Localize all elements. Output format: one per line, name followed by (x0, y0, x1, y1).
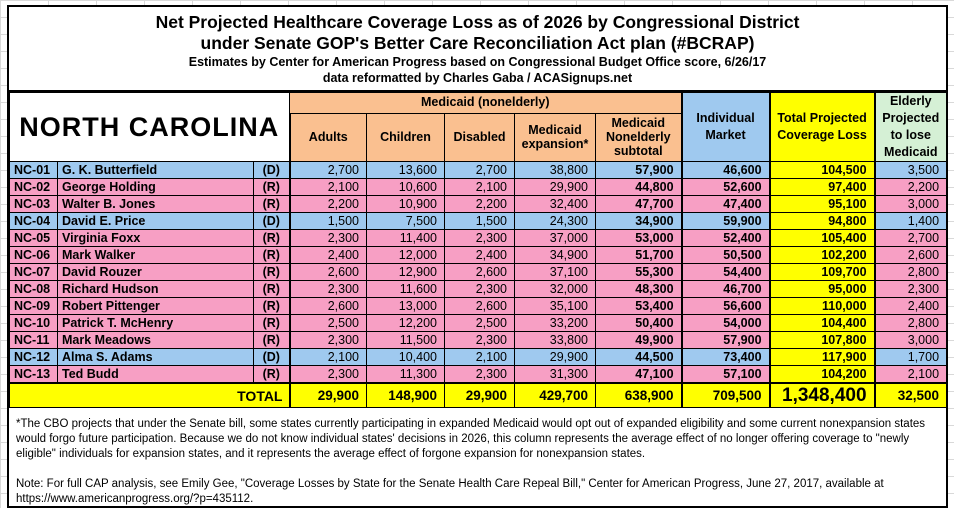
disabled-cell[interactable]: 2,600 (445, 264, 515, 281)
elderly-cell[interactable]: 2,800 (875, 315, 947, 332)
adults-cell[interactable]: 2,400 (290, 247, 367, 264)
cbo-footnote: *The CBO projects that under the Senate bill, some states currently participating in expanded Medicaid would opt out of expanded eligibility and some current nonexpansion states would forgo future participation. Because we do not know individual states' decisions in 2026, this column represents the average effect of no longer offering coverage to "newly eligible" individuals for expansion states, and it represents the average effect of forgone expansion for nonexpansion states. (16, 418, 926, 460)
cap-analysis-note: Note: For full CAP analysis, see Emily Gee, "Coverage Losses by State for the Senate Health Care Repeal Bill," Center for American Progress, June 27, 2017, available at https://www.americanprogress.org/?p=435112. (16, 478, 884, 505)
individual-market-cell[interactable]: 54,400 (682, 264, 770, 281)
representative-name-cell[interactable]: Robert Pittenger (58, 298, 254, 315)
disabled-cell[interactable]: 2,500 (445, 315, 515, 332)
medicaid-subtotal-cell[interactable]: 47,100 (596, 366, 682, 384)
medicaid-expansion-cell[interactable]: 37,100 (515, 264, 596, 281)
district-row (10, 213, 947, 230)
district-cell[interactable]: NC-11 (10, 332, 58, 349)
children-cell[interactable]: 13,600 (367, 162, 445, 179)
total-label-cell[interactable]: TOTAL (10, 383, 290, 408)
coverage-loss-table (9, 92, 947, 408)
representative-name-cell[interactable]: David E. Price (58, 213, 254, 230)
representative-name-cell[interactable]: Mark Walker (58, 247, 254, 264)
total-loss-cell[interactable]: 109,700 (770, 264, 875, 281)
district-row (10, 349, 947, 366)
children-cell[interactable]: 10,900 (367, 196, 445, 213)
children-cell[interactable]: 13,000 (367, 298, 445, 315)
total-loss-header-cell[interactable]: Total Projected Coverage Loss (770, 93, 875, 162)
district-cell[interactable]: NC-05 (10, 230, 58, 247)
medicaid-subtotal-cell[interactable]: 51,700 (596, 247, 682, 264)
party-cell[interactable]: (R) (254, 315, 290, 332)
representative-name-cell[interactable]: Mark Meadows (58, 332, 254, 349)
individual-market-cell[interactable]: 46,600 (682, 162, 770, 179)
medicaid-subtotal-cell[interactable]: 47,700 (596, 196, 682, 213)
elderly-cell[interactable]: 3,000 (875, 196, 947, 213)
elderly-cell[interactable]: 1,400 (875, 213, 947, 230)
elderly-header-cell[interactable]: Elderly Projected to lose Medicaid (875, 93, 947, 162)
total-loss-cell[interactable]: 104,200 (770, 366, 875, 384)
children-cell[interactable]: 12,200 (367, 315, 445, 332)
medicaid-expansion-cell[interactable]: 33,200 (515, 315, 596, 332)
district-cell[interactable]: NC-08 (10, 281, 58, 298)
adults-cell[interactable]: 2,700 (290, 162, 367, 179)
footnotes-block (9, 408, 946, 507)
children-cell[interactable]: 10,600 (367, 179, 445, 196)
disabled-cell[interactable]: 2,300 (445, 281, 515, 298)
district-row (10, 298, 947, 315)
disabled-cell[interactable]: 2,600 (445, 298, 515, 315)
district-row (10, 179, 947, 196)
individual-market-cell[interactable]: 59,900 (682, 213, 770, 230)
adults-cell[interactable]: 2,200 (290, 196, 367, 213)
elderly-cell[interactable]: 3,000 (875, 332, 947, 349)
disabled-header-cell[interactable]: Disabled (445, 113, 515, 161)
adults-cell[interactable]: 2,500 (290, 315, 367, 332)
party-cell[interactable]: (R) (254, 196, 290, 213)
party-cell[interactable]: (R) (254, 366, 290, 384)
medicaid-expansion-cell[interactable]: 33,800 (515, 332, 596, 349)
adults-cell[interactable]: 2,300 (290, 230, 367, 247)
medicaid-expansion-cell[interactable]: 34,900 (515, 247, 596, 264)
elderly-cell[interactable]: 2,300 (875, 281, 947, 298)
page-title-line1: Net Projected Healthcare Coverage Loss as of 2026 by Congressional District (155, 12, 800, 32)
party-cell[interactable]: (D) (254, 349, 290, 366)
elderly-cell[interactable]: 2,100 (875, 366, 947, 384)
elderly-cell[interactable]: 2,700 (875, 230, 947, 247)
individual-market-cell[interactable]: 52,400 (682, 230, 770, 247)
page-title-line2: under Senate GOP's Better Care Reconciliation Act plan (#BCRAP) (200, 33, 755, 53)
district-cell[interactable]: NC-07 (10, 264, 58, 281)
total-expansion-cell[interactable]: 429,700 (515, 383, 596, 408)
medicaid-subtotal-cell[interactable]: 57,900 (596, 162, 682, 179)
adults-cell[interactable]: 1,500 (290, 213, 367, 230)
medicaid-subtotal-cell[interactable]: 49,900 (596, 332, 682, 349)
medicaid-expansion-cell[interactable]: 35,100 (515, 298, 596, 315)
title-block (9, 7, 946, 92)
medicaid-subtotal-cell[interactable]: 53,000 (596, 230, 682, 247)
subtitle-credit: data reformatted by Charles Gaba / ACASignups.net (322, 71, 633, 85)
district-row (10, 162, 947, 179)
district-rows (10, 162, 947, 384)
adults-header-cell[interactable]: Adults (290, 113, 367, 161)
district-cell[interactable]: NC-02 (10, 179, 58, 196)
children-cell[interactable]: 11,600 (367, 281, 445, 298)
individual-market-cell[interactable]: 50,500 (682, 247, 770, 264)
district-cell[interactable]: NC-10 (10, 315, 58, 332)
children-cell[interactable]: 11,500 (367, 332, 445, 349)
children-cell[interactable]: 12,000 (367, 247, 445, 264)
adults-cell[interactable]: 2,100 (290, 179, 367, 196)
party-cell[interactable]: (D) (254, 162, 290, 179)
subtitle-source: Estimates by Center for American Progress based on Congressional Budget Office score, 6/26/17 (188, 55, 767, 69)
representative-name-cell[interactable]: Alma S. Adams (58, 349, 254, 366)
representative-name-cell[interactable]: David Rouzer (58, 264, 254, 281)
medicaid-expansion-cell[interactable]: 37,000 (515, 230, 596, 247)
adults-cell[interactable]: 2,300 (290, 366, 367, 384)
district-cell[interactable]: NC-13 (10, 366, 58, 384)
medicaid-subtotal-cell[interactable]: 48,300 (596, 281, 682, 298)
medicaid-expansion-header-cell[interactable]: Medicaid expansion* (515, 113, 596, 161)
district-cell[interactable]: NC-12 (10, 349, 58, 366)
representative-name-cell[interactable]: George Holding (58, 179, 254, 196)
total-loss-cell[interactable]: 94,800 (770, 213, 875, 230)
representative-name-cell[interactable]: Walter B. Jones (58, 196, 254, 213)
adults-cell[interactable]: 2,100 (290, 349, 367, 366)
individual-market-cell[interactable]: 47,400 (682, 196, 770, 213)
medicaid-subtotal-cell[interactable]: 55,300 (596, 264, 682, 281)
total-disabled-cell[interactable]: 29,900 (445, 383, 515, 408)
total-row (10, 383, 947, 408)
medicaid-expansion-cell[interactable]: 32,000 (515, 281, 596, 298)
elderly-cell[interactable]: 2,200 (875, 179, 947, 196)
district-cell[interactable]: NC-03 (10, 196, 58, 213)
individual-market-cell[interactable]: 46,700 (682, 281, 770, 298)
disabled-cell[interactable]: 1,500 (445, 213, 515, 230)
elderly-cell[interactable]: 2,400 (875, 298, 947, 315)
disabled-cell[interactable]: 2,200 (445, 196, 515, 213)
disabled-cell[interactable]: 2,400 (445, 247, 515, 264)
adults-cell[interactable]: 2,600 (290, 264, 367, 281)
district-row (10, 332, 947, 349)
district-row (10, 230, 947, 247)
spreadsheet-area (7, 5, 948, 508)
medicaid-subtotal-cell[interactable]: 44,500 (596, 349, 682, 366)
individual-market-cell[interactable]: 57,100 (682, 366, 770, 384)
party-cell[interactable]: (R) (254, 264, 290, 281)
individual-market-cell[interactable]: 57,900 (682, 332, 770, 349)
adults-cell[interactable]: 2,600 (290, 298, 367, 315)
grand-total-cell[interactable]: 1,348,400 (770, 383, 875, 408)
total-loss-cell[interactable]: 117,900 (770, 349, 875, 366)
party-cell[interactable]: (R) (254, 332, 290, 349)
district-row (10, 196, 947, 213)
medicaid-expansion-cell[interactable]: 31,300 (515, 366, 596, 384)
medicaid-expansion-cell[interactable]: 38,800 (515, 162, 596, 179)
children-header-cell[interactable]: Children (367, 113, 445, 161)
disabled-cell[interactable]: 2,300 (445, 366, 515, 384)
medicaid-expansion-cell[interactable]: 29,900 (515, 179, 596, 196)
district-cell[interactable]: NC-04 (10, 213, 58, 230)
medicaid-subtotal-cell[interactable]: 50,400 (596, 315, 682, 332)
individual-market-cell[interactable]: 73,400 (682, 349, 770, 366)
total-loss-cell[interactable]: 107,800 (770, 332, 875, 349)
total-section (10, 383, 947, 408)
district-cell[interactable]: NC-09 (10, 298, 58, 315)
total-loss-cell[interactable]: 102,200 (770, 247, 875, 264)
total-children-cell[interactable]: 148,900 (367, 383, 445, 408)
total-elderly-cell[interactable]: 32,500 (875, 383, 947, 408)
disabled-cell[interactable]: 2,700 (445, 162, 515, 179)
representative-name-cell[interactable]: G. K. Butterfield (58, 162, 254, 179)
elderly-cell[interactable]: 1,700 (875, 349, 947, 366)
district-row (10, 247, 947, 264)
elderly-cell[interactable]: 2,600 (875, 247, 947, 264)
district-row (10, 281, 947, 298)
medicaid-expansion-cell[interactable]: 24,300 (515, 213, 596, 230)
representative-name-cell[interactable]: Patrick T. McHenry (58, 315, 254, 332)
medicaid-group-header-cell[interactable]: Medicaid (nonelderly) (290, 93, 682, 114)
total-loss-cell[interactable]: 110,000 (770, 298, 875, 315)
total-loss-cell[interactable]: 104,500 (770, 162, 875, 179)
total-loss-cell[interactable]: 95,000 (770, 281, 875, 298)
elderly-cell[interactable]: 3,500 (875, 162, 947, 179)
individual-market-cell[interactable]: 52,600 (682, 179, 770, 196)
medicaid-subtotal-cell[interactable]: 34,900 (596, 213, 682, 230)
district-row (10, 366, 947, 384)
party-cell[interactable]: (R) (254, 247, 290, 264)
medicaid-subtotal-header-cell[interactable]: Medicaid Nonelderly subtotal (596, 113, 682, 161)
children-cell[interactable]: 11,300 (367, 366, 445, 384)
representative-name-cell[interactable]: Virginia Foxx (58, 230, 254, 247)
disabled-cell[interactable]: 2,100 (445, 179, 515, 196)
individual-market-cell[interactable]: 56,600 (682, 298, 770, 315)
children-cell[interactable]: 10,400 (367, 349, 445, 366)
elderly-cell[interactable]: 2,800 (875, 264, 947, 281)
total-loss-cell[interactable]: 97,400 (770, 179, 875, 196)
state-header-cell[interactable]: NORTH CAROLINA (10, 93, 290, 162)
party-cell[interactable]: (D) (254, 213, 290, 230)
adults-cell[interactable]: 2,300 (290, 332, 367, 349)
children-cell[interactable]: 12,900 (367, 264, 445, 281)
disabled-cell[interactable]: 2,100 (445, 349, 515, 366)
disabled-cell[interactable]: 2,300 (445, 332, 515, 349)
party-cell[interactable]: (R) (254, 281, 290, 298)
party-cell[interactable]: (R) (254, 230, 290, 247)
total-loss-cell[interactable]: 104,400 (770, 315, 875, 332)
medicaid-expansion-cell[interactable]: 29,900 (515, 349, 596, 366)
party-cell[interactable]: (R) (254, 179, 290, 196)
district-row (10, 315, 947, 332)
individual-market-header-cell[interactable]: Individual Market (682, 93, 770, 162)
individual-market-cell[interactable]: 54,000 (682, 315, 770, 332)
disabled-cell[interactable]: 2,300 (445, 230, 515, 247)
district-row (10, 264, 947, 281)
total-individual-cell[interactable]: 709,500 (682, 383, 770, 408)
header-group-row (10, 93, 947, 114)
representative-name-cell[interactable]: Richard Hudson (58, 281, 254, 298)
children-cell[interactable]: 11,400 (367, 230, 445, 247)
party-cell[interactable]: (R) (254, 298, 290, 315)
representative-name-cell[interactable]: Ted Budd (58, 366, 254, 384)
total-adults-cell[interactable]: 29,900 (290, 383, 367, 408)
medicaid-expansion-cell[interactable]: 32,400 (515, 196, 596, 213)
district-cell[interactable]: NC-01 (10, 162, 58, 179)
children-cell[interactable]: 7,500 (367, 213, 445, 230)
medicaid-subtotal-cell[interactable]: 44,800 (596, 179, 682, 196)
adults-cell[interactable]: 2,300 (290, 281, 367, 298)
district-cell[interactable]: NC-06 (10, 247, 58, 264)
total-subtotal-cell[interactable]: 638,900 (596, 383, 682, 408)
total-loss-cell[interactable]: 95,100 (770, 196, 875, 213)
total-loss-cell[interactable]: 105,400 (770, 230, 875, 247)
medicaid-subtotal-cell[interactable]: 53,400 (596, 298, 682, 315)
